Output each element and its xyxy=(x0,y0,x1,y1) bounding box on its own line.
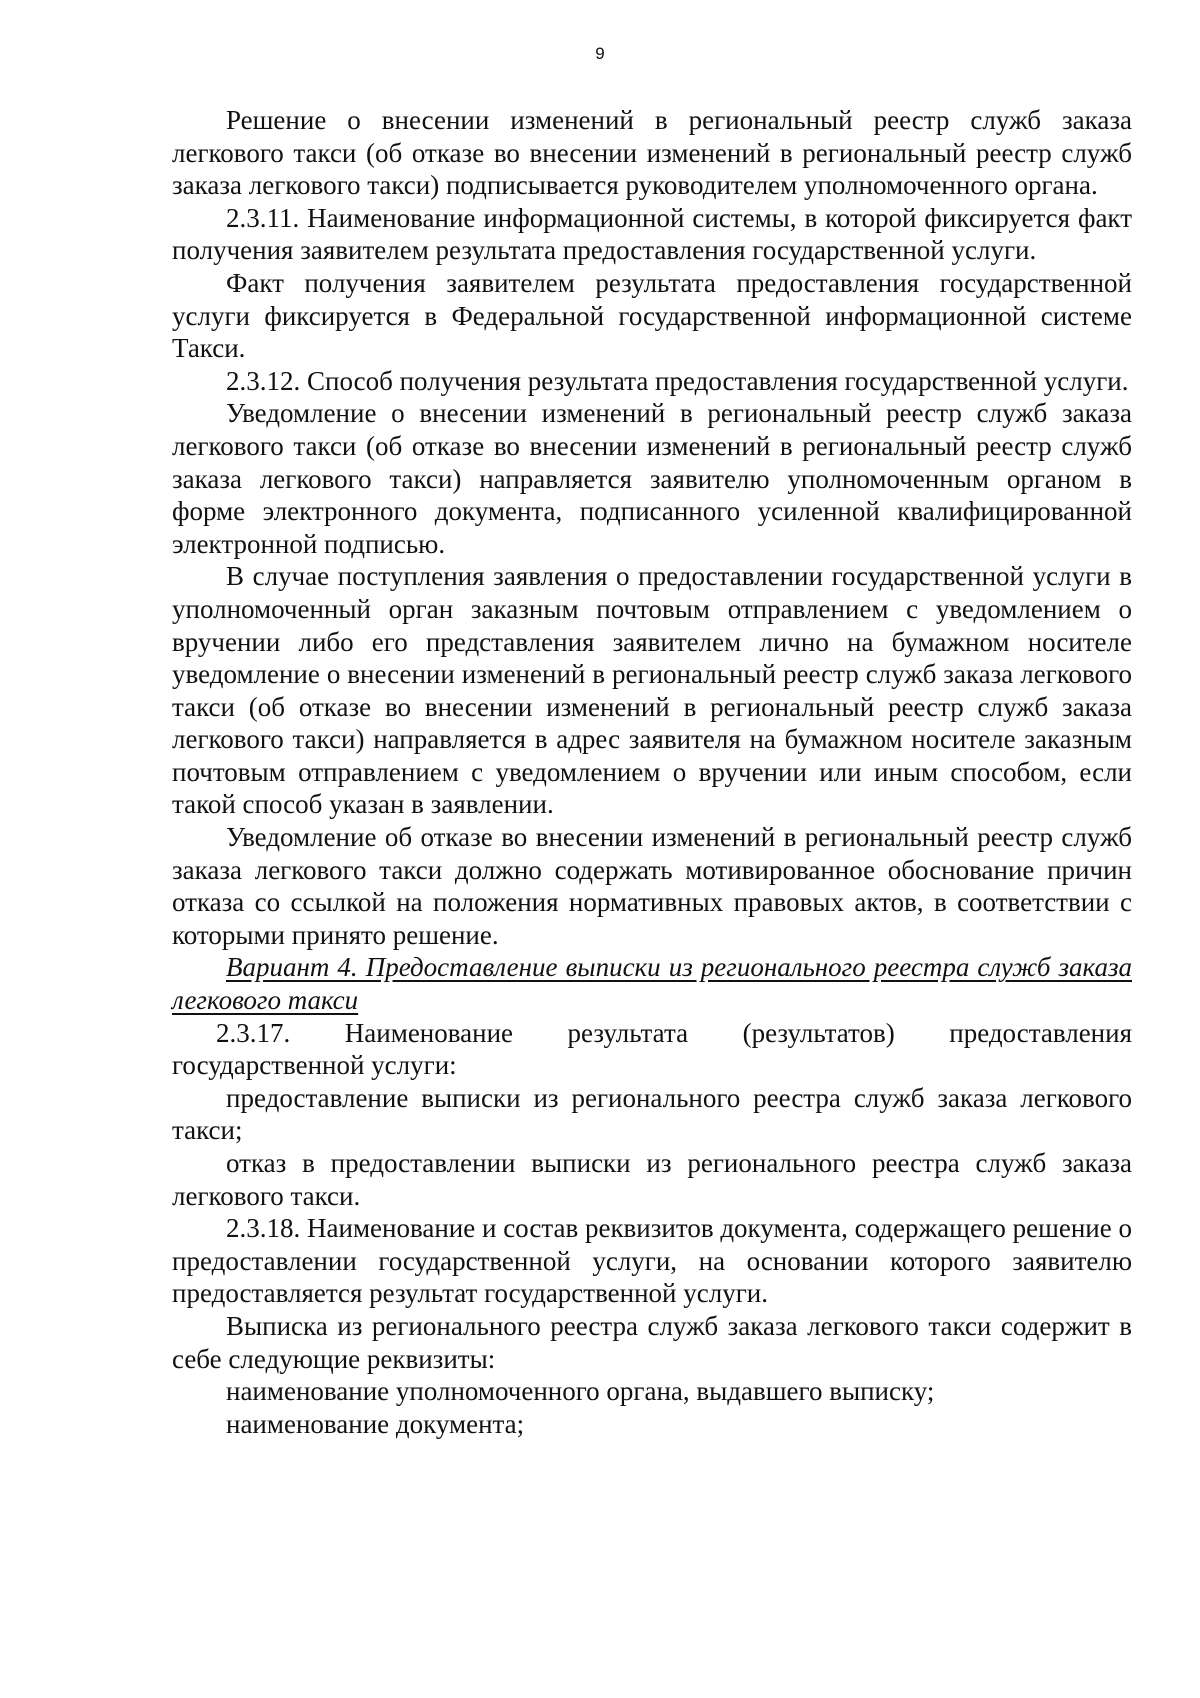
section-heading-variant-4: Вариант 4. Предоставление выписки из регионального реестра служб заказа легкового такси xyxy=(172,952,1132,1016)
paragraph-notification-electronic: Уведомление о внесении изменений в региональный реестр служб заказа легкового такси (об отказе во внесении изменений в региональный реестр служб заказа легкового такси) направляется заявителю уполномоченным органом в форме электронного документа, подписанного усиленной квалифицированной электронной подписью. xyxy=(172,398,1132,559)
paragraph-2-3-18: 2.3.18. Наименование и состав реквизитов документа, содержащего решение о предоставлении государственной услуги, на основании которого заявителю предоставляется результат государственной услуги. xyxy=(172,1213,1132,1309)
paragraph-2-3-17: 2.3.17. Наименование результата (результатов) предоставления государственной услуги: xyxy=(172,1017,1132,1081)
paragraph-notification-paper: В случае поступления заявления о предоставлении государственной услуги в уполномоченный орган заказным почтовым отправлением с уведомлением о вручении либо его представления заявителем лично на бумажном носителе уведомление о внесении изменений в региональный реестр служб заказа легкового такси (об отказе во внесении изменений в региональный реестр служб заказа легкового такси) направляется в адрес заявителя на бумажном носителе заказным почтовым отправлением с уведомлением о вручении или иным способом, если такой способ указан в заявлении. xyxy=(172,561,1132,820)
list-item-requisite-authority: наименование уполномоченного органа, выдавшего выписку; xyxy=(226,1376,935,1407)
paragraph-refusal-justification: Уведомление об отказе во внесении изменений в региональный реестр служб заказа легкового такси должно содержать мотивированное обоснование причин отказа со ссылкой на положения нормативных правовых актов, в соответствии с которыми принято решение. xyxy=(172,822,1132,950)
document-body xyxy=(172,104,1132,1440)
page-number: 9 xyxy=(595,44,605,63)
list-item-requisite-document-name: наименование документа; xyxy=(226,1408,525,1439)
paragraph-2-3-11: 2.3.11. Наименование информационной системы, в которой фиксируется факт получения заявителем результата предоставления государственной услуги. xyxy=(172,202,1132,266)
paragraph-decision-signed: Решение о внесении изменений в региональный реестр служб заказа легкового такси (об отказе во внесении изменений в региональный реестр служб заказа легкового такси) подписывается руководителем уполномоченного органа. xyxy=(172,105,1132,201)
list-item-result-refusal: отказ в предоставлении выписки из регионального реестра служб заказа легкового такси. xyxy=(172,1148,1132,1211)
paragraph-2-3-12: 2.3.12. Способ получения результата предоставления государственной услуги. xyxy=(226,365,1129,396)
paragraph-extract-requisites: Выписка из регионального реестра служб заказа легкового такси содержит в себе следующие реквизиты: xyxy=(172,1310,1132,1374)
list-item-result-provision: предоставление выписки из регионального реестра служб заказа легкового такси; xyxy=(172,1082,1132,1146)
paragraph-fact-recorded: Факт получения заявителем результата предоставления государственной услуги фиксируется в Федеральной государственной информационной системе Такси. xyxy=(172,267,1132,364)
